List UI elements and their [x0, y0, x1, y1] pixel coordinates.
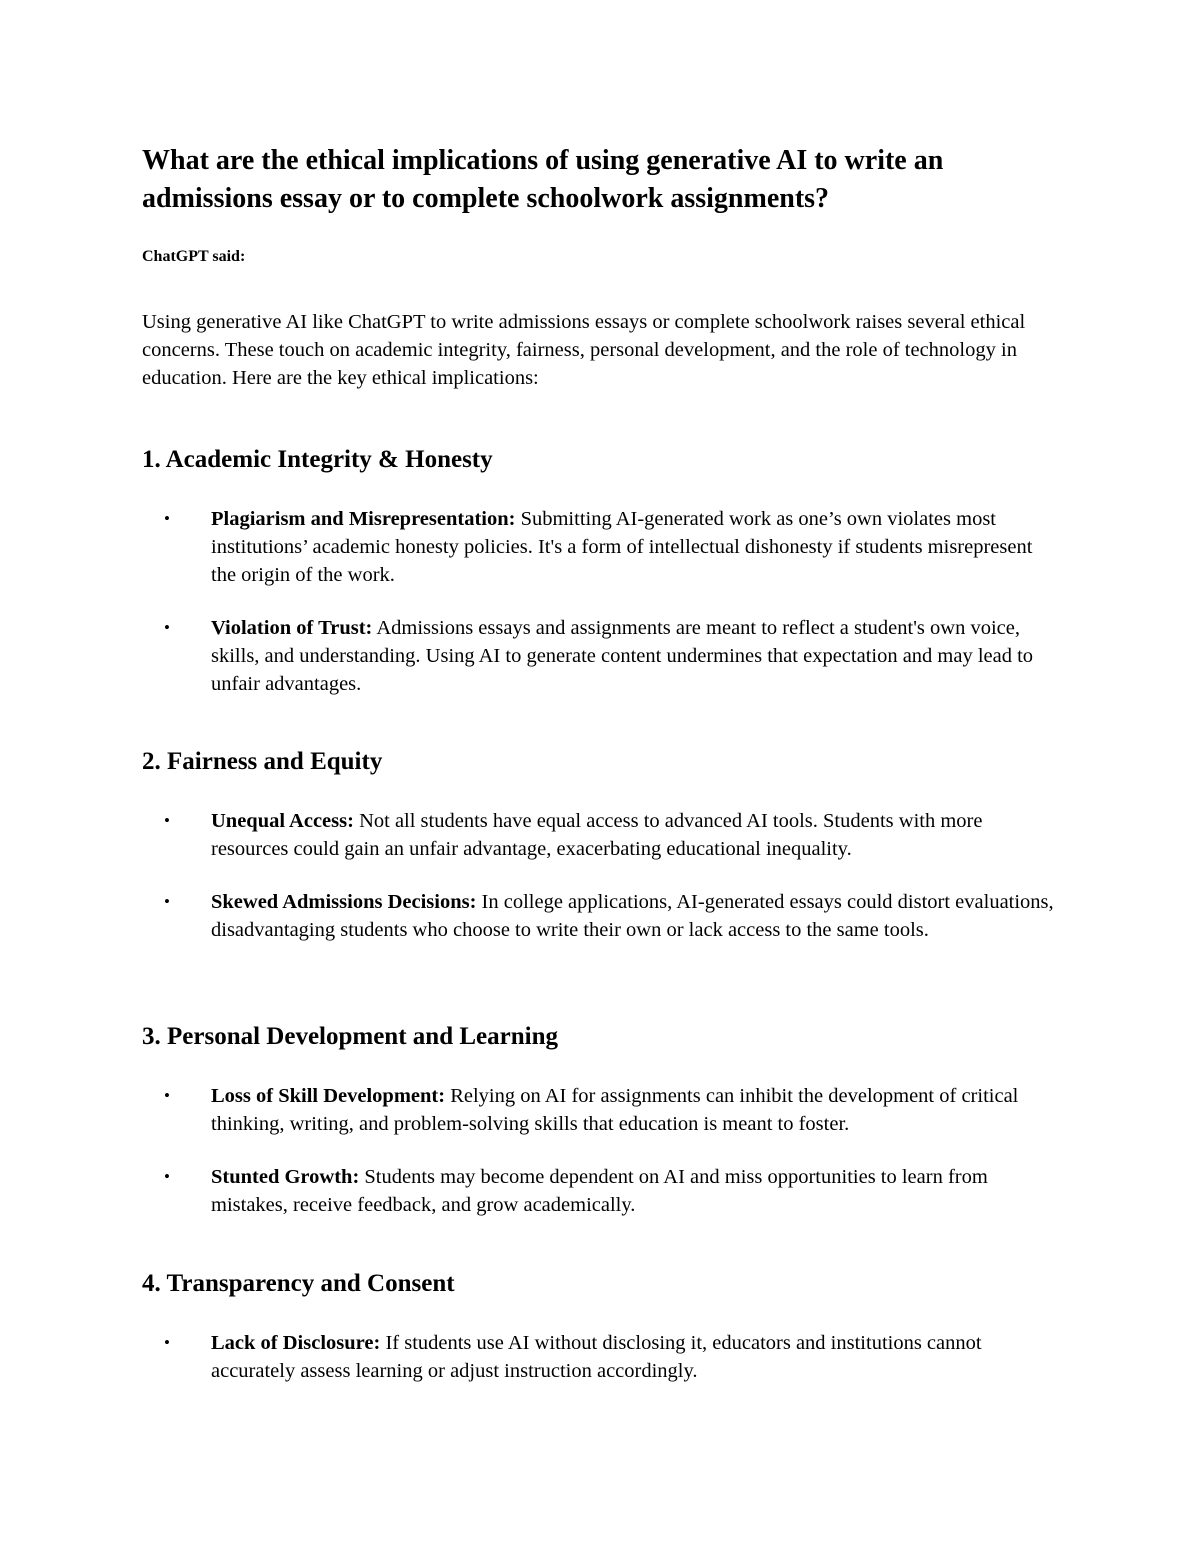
item-term: Lack of Disclosure:: [211, 1332, 381, 1354]
item-text: Not all students have equal access to advanced AI tools. Students with more resources could gain an unfair advantage, exacerbating educational inequality.: [211, 810, 983, 860]
section-personal-development: [142, 1021, 1062, 1219]
item-text: In college applications, AI-generated essays could distort evaluations, disadvantaging students who choose to write their own or lack access to the same tools.: [211, 891, 1054, 941]
section-academic-integrity: [142, 444, 1062, 698]
item-term: Stunted Growth:: [211, 1166, 360, 1188]
bullet-icon: •: [164, 1167, 170, 1186]
section-transparency-consent: [142, 1268, 1062, 1385]
bullet-icon: •: [164, 892, 170, 911]
list-item: [142, 888, 1062, 944]
section-heading: 1. Academic Integrity & Honesty: [142, 446, 493, 473]
item-term: Skewed Admissions Decisions:: [211, 891, 477, 913]
section-heading: 4. Transparency and Consent: [142, 1270, 455, 1297]
bullet-icon: •: [164, 1333, 170, 1352]
bullet-list: [142, 505, 1062, 698]
list-item: [142, 807, 1062, 863]
document-title: What are the ethical implications of using generative AI to write an admissions essay or to complete schoolwork assignments?: [142, 145, 944, 214]
item-text: Students may become dependent on AI and miss opportunities to learn from mistakes, receive feedback, and grow academically.: [211, 1166, 988, 1216]
item-text: Relying on AI for assignments can inhibit the development of critical thinking, writing, and problem-solving skills that education is meant to foster.: [211, 1085, 1019, 1135]
list-item: [142, 1082, 1062, 1138]
section-heading: 2. Fairness and Equity: [142, 748, 383, 775]
list-item: [142, 1329, 1062, 1385]
item-text: Admissions essays and assignments are meant to reflect a student's own voice, skills, and understanding. Using AI to generate content undermines that expectation and may lead to unfair advantages.: [211, 617, 1034, 695]
section-fairness-equity: [142, 746, 1062, 944]
document-page: [142, 142, 1062, 1382]
item-term: Violation of Trust:: [211, 617, 373, 639]
bullet-icon: •: [164, 618, 170, 637]
bullet-icon: •: [164, 509, 170, 528]
item-text: Submitting AI-generated work as one’s own violates most institutions’ academic honesty policies. It's a form of intellectual dishonesty if students misrepresent the origin of the work.: [211, 508, 1033, 586]
item-text: If students use AI without disclosing it, educators and institutions cannot accurately assess learning or adjust instruction accordingly.: [211, 1332, 982, 1382]
list-item: [142, 505, 1062, 589]
section-heading: 3. Personal Development and Learning: [142, 1023, 558, 1050]
item-term: Loss of Skill Development:: [211, 1085, 446, 1107]
bullet-icon: •: [164, 811, 170, 830]
bullet-list: [142, 1082, 1062, 1219]
list-item: [142, 614, 1062, 698]
bullet-icon: •: [164, 1086, 170, 1105]
item-term: Plagiarism and Misrepresentation:: [211, 508, 516, 530]
item-term: Unequal Access:: [211, 810, 354, 832]
list-item: [142, 1163, 1062, 1219]
speaker-label: ChatGPT said:: [142, 248, 246, 265]
intro-paragraph: Using generative AI like ChatGPT to write admissions essays or complete schoolwork raises several ethical concerns. These touch on academic integrity, fairness, personal development, and the role of technology in education. Here are the key ethical implications:: [142, 311, 1026, 389]
bullet-list: [142, 807, 1062, 944]
bullet-list: [142, 1329, 1062, 1385]
